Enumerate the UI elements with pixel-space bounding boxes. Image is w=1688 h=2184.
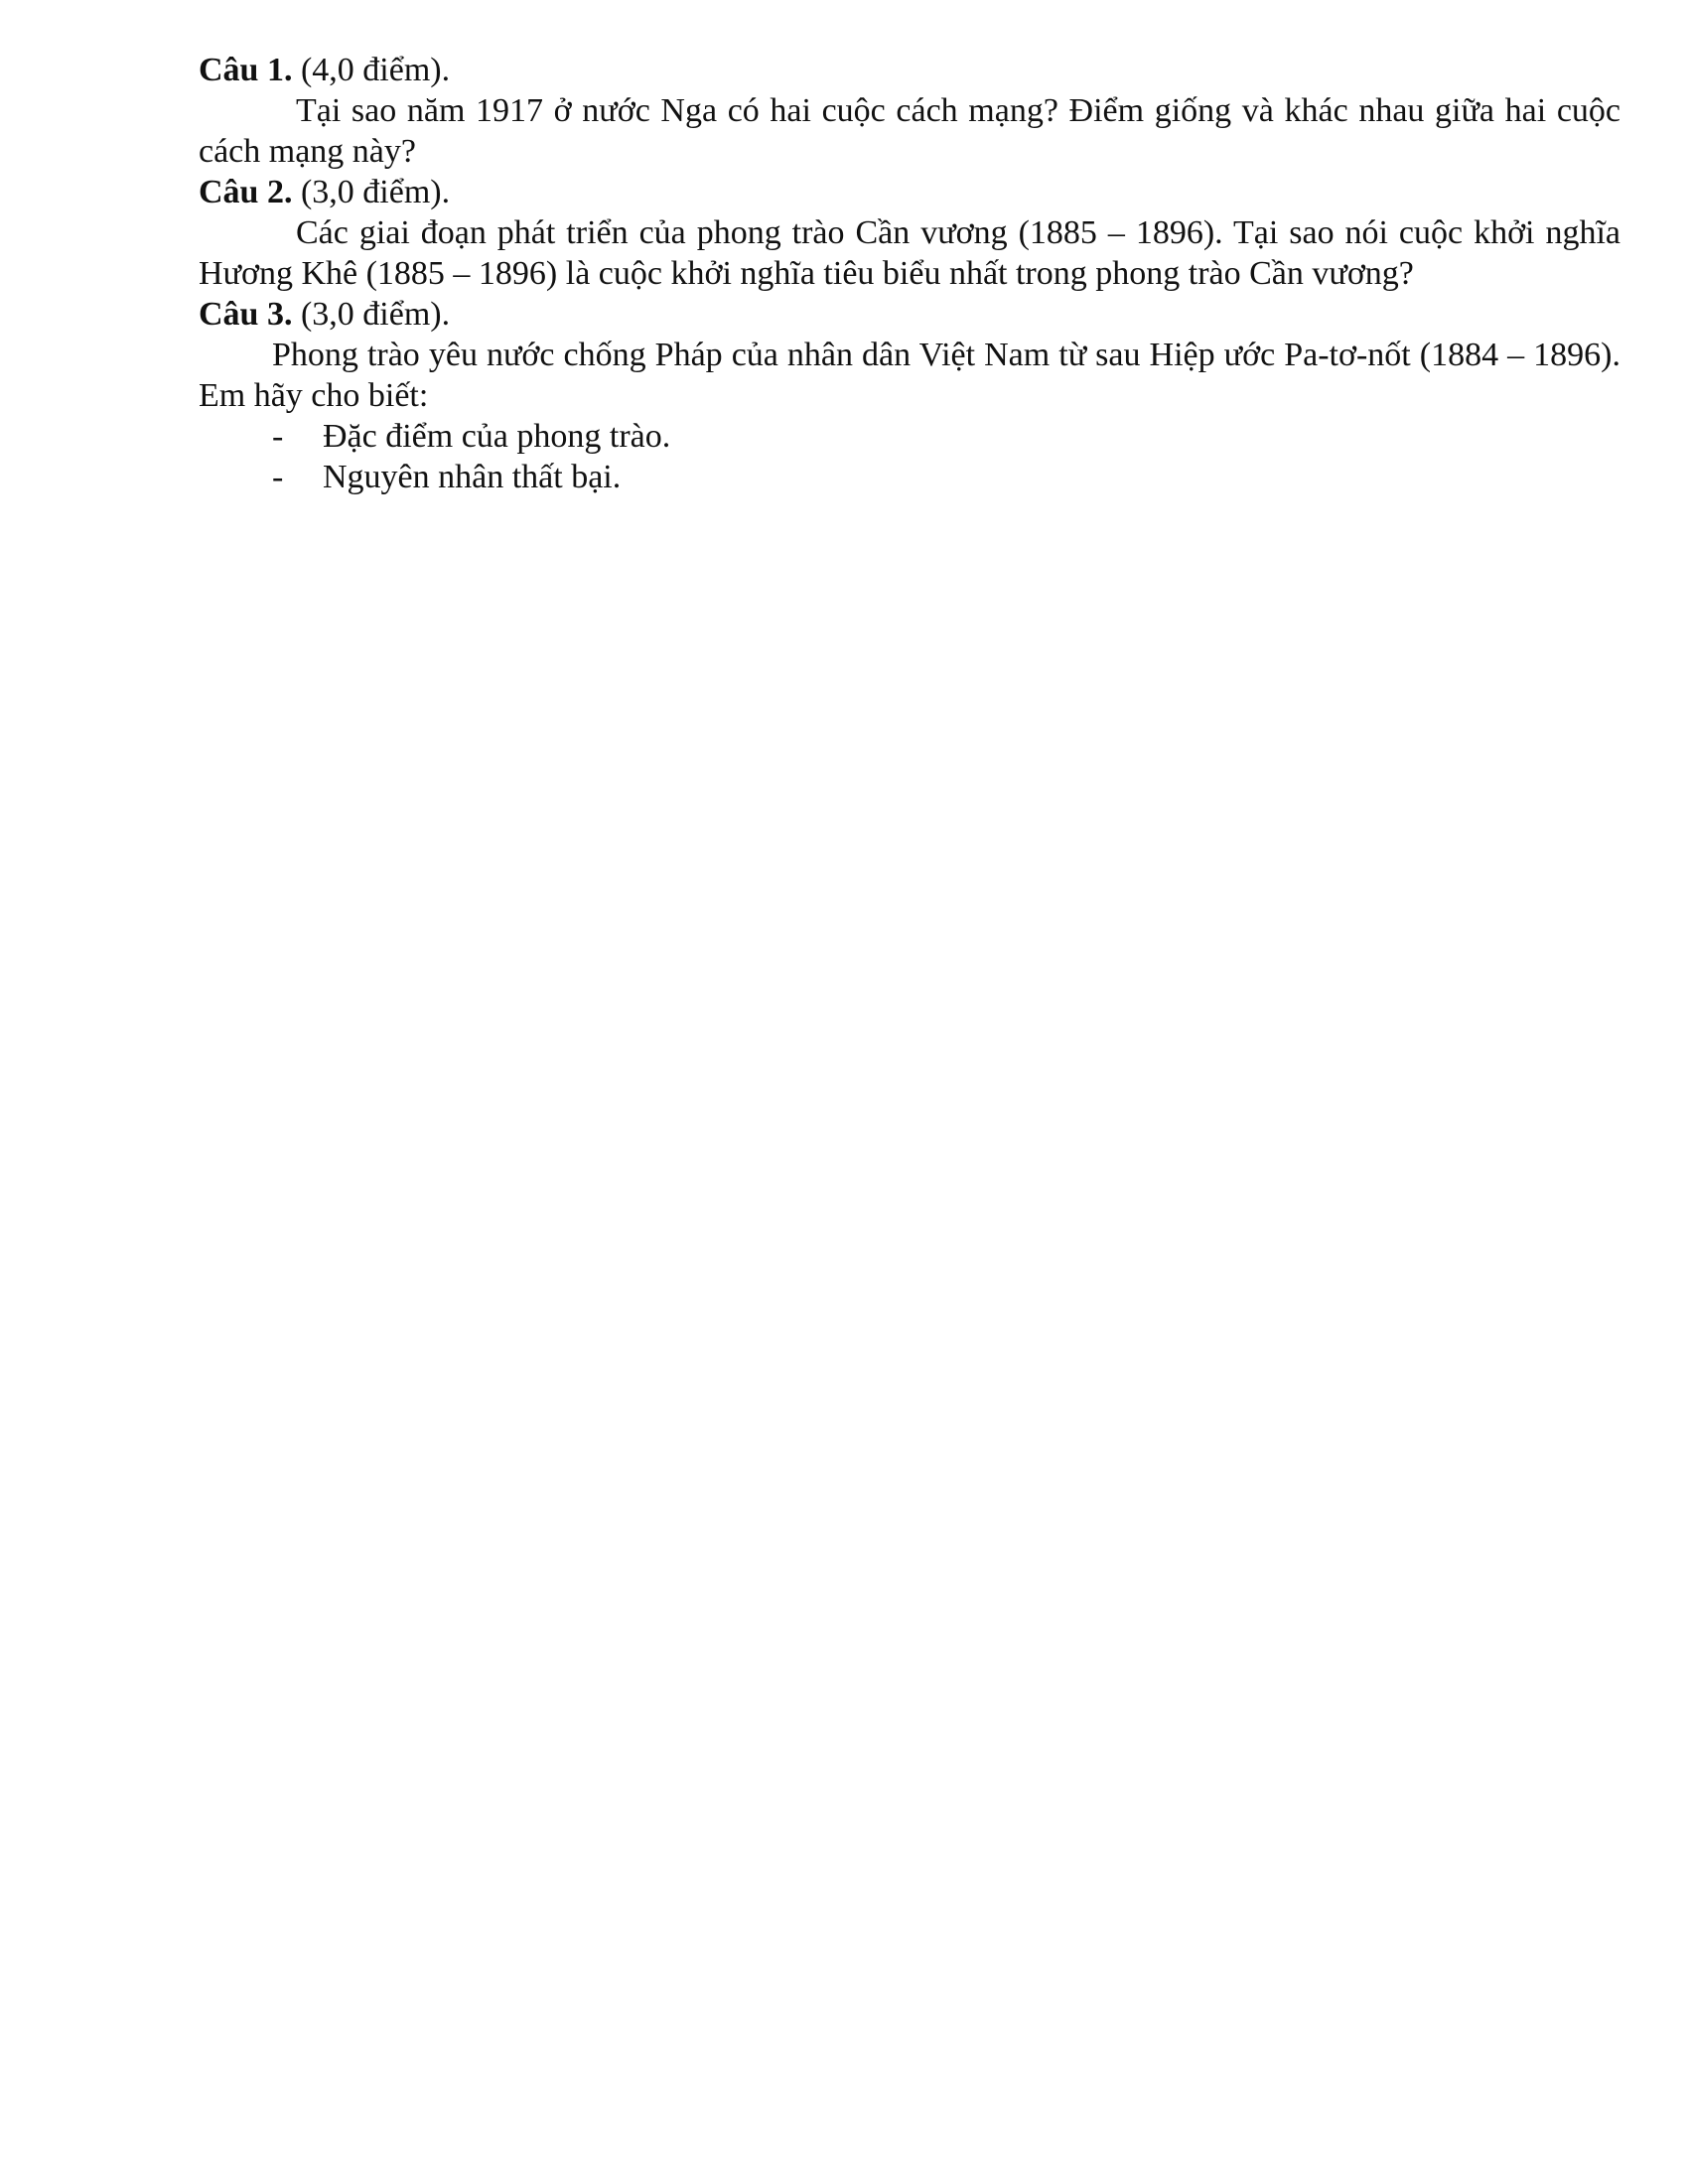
question-3-bullet-list [199,416,1620,497]
question-1-heading [199,50,1620,90]
question-1-label: Câu 1. [199,52,293,88]
question-3-label: Câu 3. [199,296,293,333]
question-2-heading [199,172,1620,212]
bullet-dash: - [272,418,284,455]
exam-page [199,50,1620,497]
question-3-heading [199,294,1620,335]
list-item [199,457,1620,497]
question-1-text: Tại sao năm 1917 ở nước Nga có hai cuộc cách mạng? Điểm giống và khác nhau giữa hai cuộc cách mạng này? [199,92,1620,170]
question-1-points: (4,0 điểm). [292,52,451,88]
question-2-points: (3,0 điểm). [292,174,451,210]
question-3-points: (3,0 điểm). [292,296,451,333]
bullet-text: Nguyên nhân thất bại. [323,459,622,495]
question-3-text: Phong trào yêu nước chống Pháp của nhân dân Việt Nam từ sau Hiệp ước Pa-tơ-nốt (1884 – 1896). Em hãy cho biết: [199,337,1620,414]
bullet-text: Đặc điểm của phong trào. [323,418,671,455]
list-item [199,416,1620,457]
bullet-dash: - [272,459,284,495]
question-2-label: Câu 2. [199,174,293,210]
question-2-text: Các giai đoạn phát triển của phong trào Cần vương (1885 – 1896). Tại sao nói cuộc khởi nghĩa Hương Khê (1885 – 1896) là cuộc khởi nghĩa tiêu biểu nhất trong phong trào Cần vương? [199,214,1620,292]
